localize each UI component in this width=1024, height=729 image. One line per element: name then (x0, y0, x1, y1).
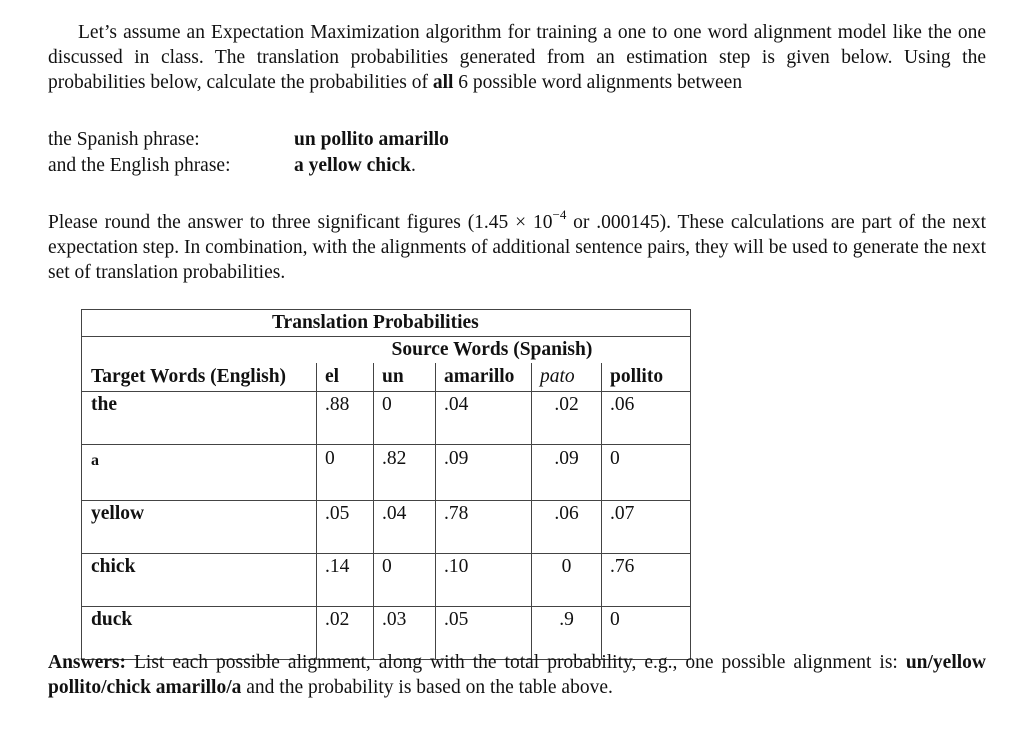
cell-value: .04 (436, 392, 532, 445)
cell-value: .02 (532, 392, 602, 445)
table-row (82, 392, 691, 445)
cell-value: .05 (317, 501, 374, 554)
cell-value: 0 (317, 445, 374, 501)
source-words-header: Source Words (Spanish) (317, 337, 691, 364)
intro-text: Let’s assume an Expectation Maximization algorithm for training a one to one word alignment model like the one discussed in class. The translation probabilities generated from an estimation step is given below. Using the probabilities below, calculate the probabilities of (48, 22, 986, 93)
cell-value: 0 (374, 392, 436, 445)
english-phrase-value (294, 153, 416, 179)
intro-paragraph (48, 20, 986, 95)
cell-value: .04 (374, 501, 436, 554)
english-phrase-label: and the English phrase: (48, 155, 231, 176)
rounding-pre: Please round the answer to three significant figures (1.45 × 10 (48, 212, 553, 233)
row-word-duck: duck (82, 607, 317, 660)
rounding-paragraph (48, 206, 986, 285)
table-title-row (82, 310, 691, 337)
intro-tail: 6 possible word alignments between (453, 72, 743, 93)
cell-value: .76 (602, 554, 691, 607)
cell-value: .9 (532, 607, 602, 660)
column-header-pollito: pollito (602, 363, 691, 392)
spanish-phrase-value: un pollito amarillo (294, 129, 449, 150)
rounding-exponent: −4 (552, 206, 567, 222)
cell-value: .02 (317, 607, 374, 660)
translation-probabilities-table (81, 309, 691, 660)
row-word-yellow: yellow (82, 501, 317, 554)
table-row (82, 501, 691, 554)
spanish-phrase-label: the Spanish phrase: (48, 129, 200, 150)
cell-value: 0 (374, 554, 436, 607)
cell-value: .14 (317, 554, 374, 607)
table-empty-corner (82, 337, 317, 364)
row-word-a: a (82, 445, 317, 501)
english-phrase-text: a yellow chick (294, 155, 411, 176)
cell-value: .06 (602, 392, 691, 445)
table-source-header-row (82, 337, 691, 364)
cell-value: .07 (602, 501, 691, 554)
cell-value: 0 (602, 445, 691, 501)
cell-value: .06 (532, 501, 602, 554)
table-row (82, 554, 691, 607)
answers-paragraph (48, 650, 986, 700)
table-column-header-row (82, 363, 691, 392)
column-header-pato: pato (532, 363, 602, 392)
cell-value: .03 (374, 607, 436, 660)
target-words-header: Target Words (English) (82, 363, 317, 392)
intro-bold-all: all (432, 72, 454, 93)
cell-value: .09 (436, 445, 532, 501)
cell-value: .05 (436, 607, 532, 660)
column-header-amarillo: amarillo (436, 363, 532, 392)
answers-text: List each possible alignment, along with the total probability, e.g., one possible alignment is: (126, 652, 906, 673)
cell-value: 0 (602, 607, 691, 660)
column-header-el: el (317, 363, 374, 392)
answers-label: Answers: (48, 652, 126, 673)
cell-value: .09 (532, 445, 602, 501)
cell-value: .78 (436, 501, 532, 554)
column-header-un: un (374, 363, 436, 392)
rounding-post: or .000145). These calculations are part of the next expectation step. In combination, with the alignments of additional sentence pairs, they will be used to generate the next set of translation probabilities. (48, 212, 986, 283)
table-title: Translation Probabilities (82, 310, 691, 337)
table-row (82, 445, 691, 501)
row-word-the: the (82, 392, 317, 445)
english-phrase-period: . (411, 155, 416, 176)
answers-example: un/yellow pollito/chick amarillo/a (48, 652, 986, 698)
cell-value: .88 (317, 392, 374, 445)
row-word-chick: chick (82, 554, 317, 607)
cell-value: .82 (374, 445, 436, 501)
cell-value: .10 (436, 554, 532, 607)
answers-tail: and the probability is based on the table above. (241, 677, 613, 698)
cell-value: 0 (532, 554, 602, 607)
